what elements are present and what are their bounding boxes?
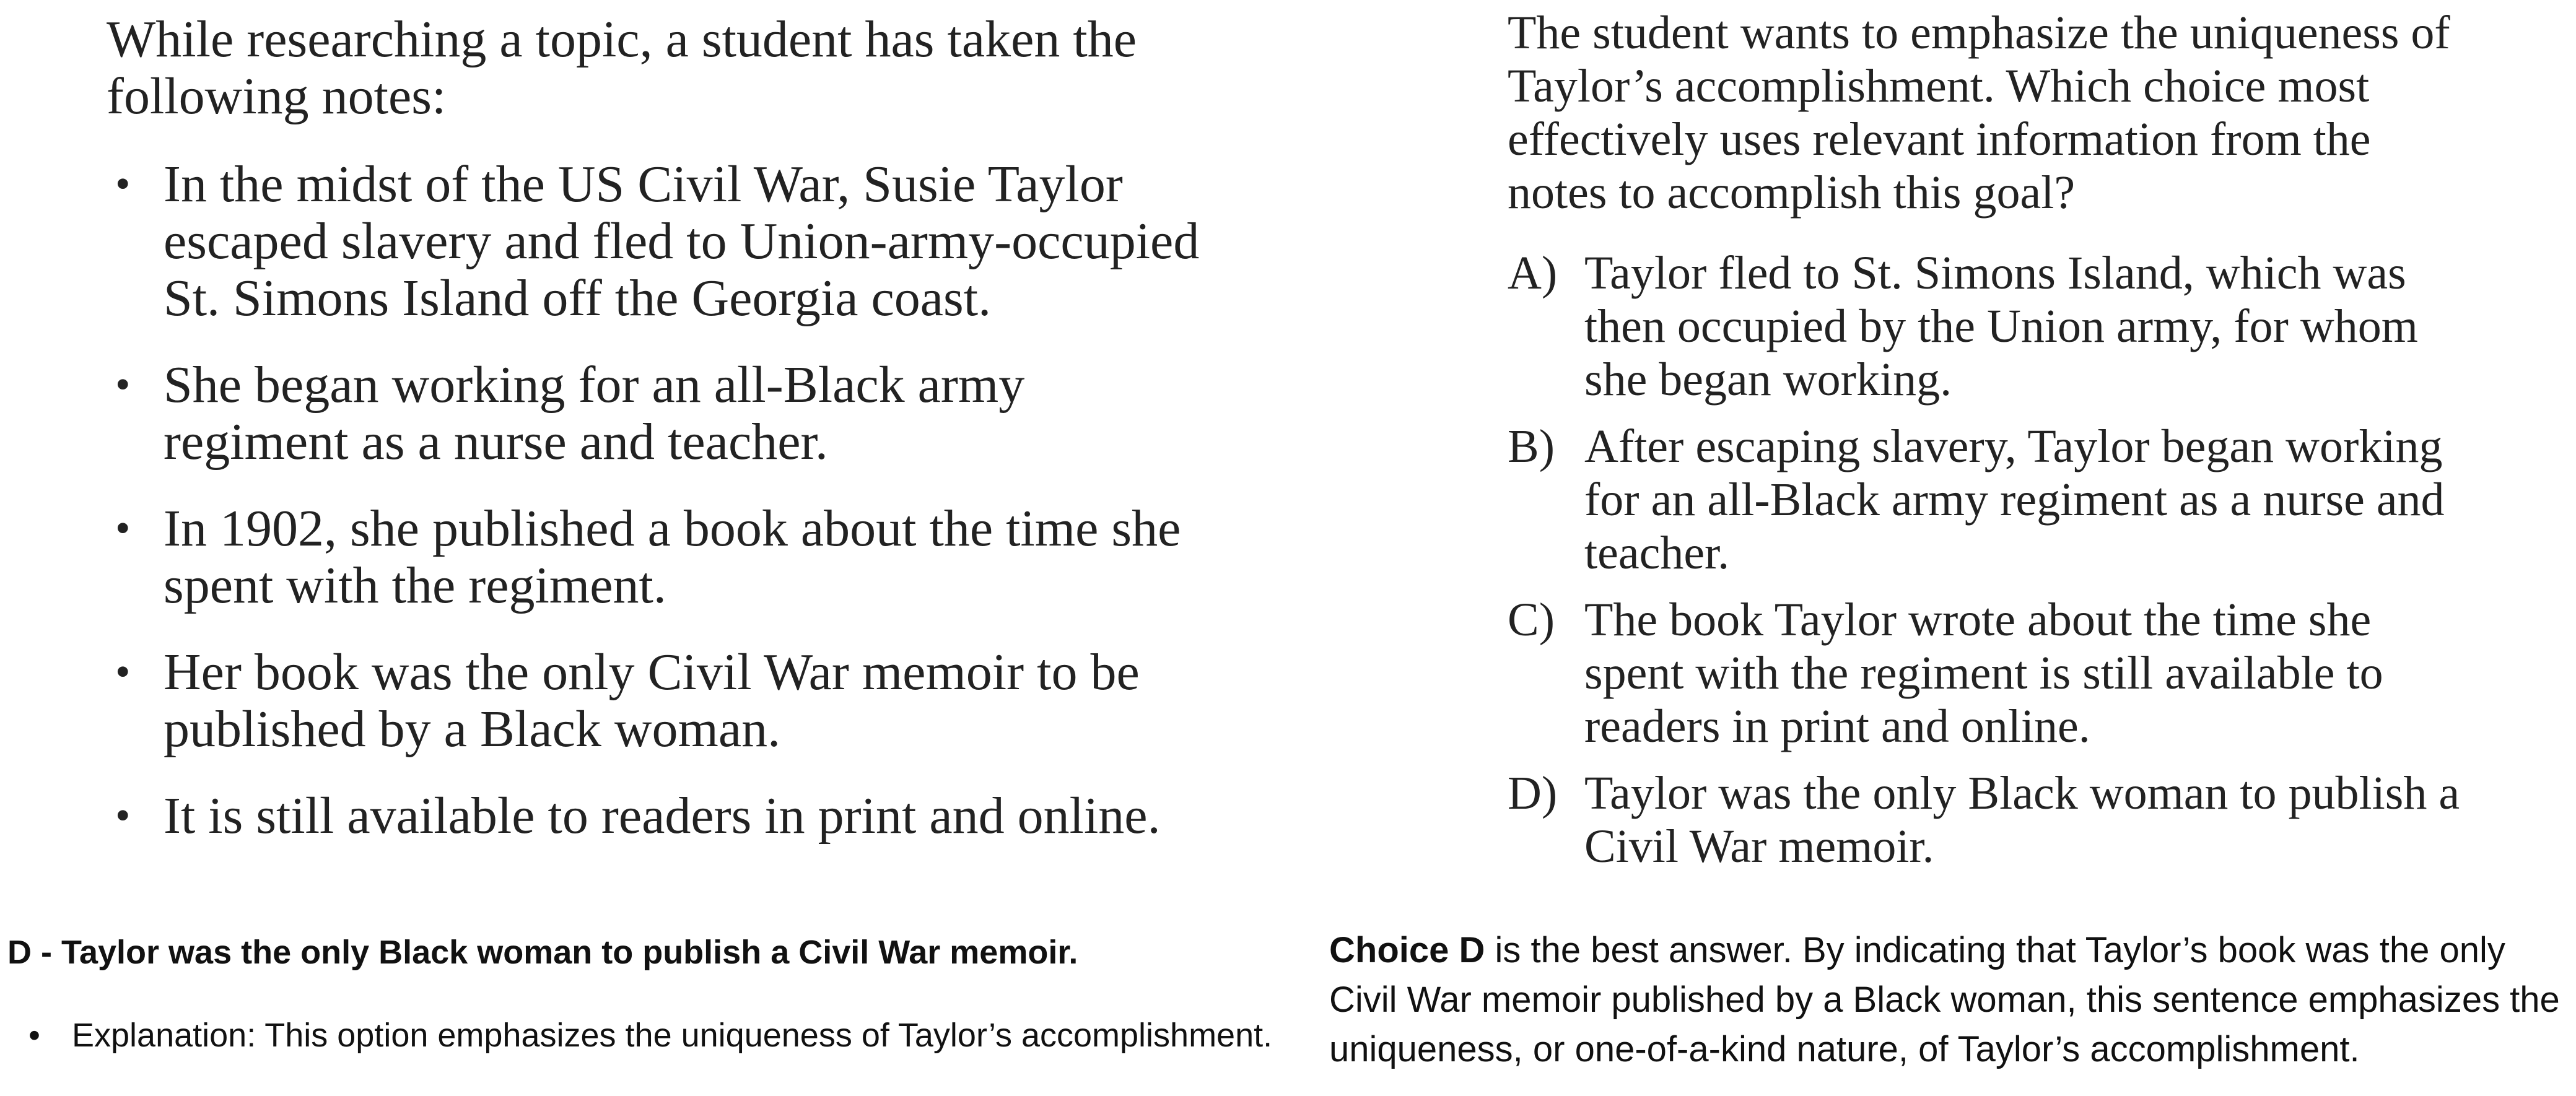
note-text: It is still available to readers in print and online. bbox=[164, 787, 1161, 845]
option-letter: D) bbox=[1508, 767, 1558, 819]
bullet-icon: • bbox=[28, 1017, 40, 1054]
notes-list bbox=[107, 156, 1221, 845]
answer-option-b[interactable] bbox=[1508, 420, 2474, 580]
option-letter: C) bbox=[1508, 594, 1555, 646]
option-text: The book Taylor wrote about the time she spent with the regiment is still available to readers in print and online. bbox=[1584, 594, 2383, 752]
answer-option-a[interactable] bbox=[1508, 246, 2474, 406]
notes-intro: While researching a topic, a student has taken the following notes: bbox=[107, 11, 1137, 125]
note-text: In the midst of the US Civil War, Susie Taylor escaped slavery and fled to Union-army-occupied St. Simons Island off the Georgia coast. bbox=[164, 155, 1200, 327]
notes-list-item bbox=[107, 644, 1221, 758]
answer-option-d[interactable] bbox=[1508, 767, 2474, 873]
option-letter: A) bbox=[1508, 247, 1558, 299]
explanation-lead: Choice D bbox=[1329, 930, 1485, 970]
notes-section bbox=[107, 11, 1221, 874]
option-text: After escaping slavery, Taylor began working for an all-Black army regiment as a nurse and teacher. bbox=[1584, 420, 2445, 579]
explanation-body: is the best answer. By indicating that Taylor’s book was the only Civil War memoir published by a Black woman, this sentence emphasizes the uniqueness, or one-of-a-kind nature, of Taylor’s accomplishment. bbox=[1329, 930, 2560, 1069]
notes-list-item bbox=[107, 156, 1221, 327]
note-text: Her book was the only Civil War memoir to be published by a Black woman. bbox=[164, 643, 1140, 758]
selected-answer: D - Taylor was the only Black woman to publish a Civil War memoir. bbox=[7, 934, 1078, 971]
note-text: In 1902, she published a book about the time she spent with the regiment. bbox=[164, 500, 1181, 614]
question-section bbox=[1508, 6, 2474, 887]
option-letter: B) bbox=[1508, 420, 1555, 472]
bullet-icon: • bbox=[115, 505, 131, 552]
notes-list-item bbox=[107, 788, 1221, 845]
answer-note-section bbox=[7, 929, 1277, 1059]
bullet-icon: • bbox=[115, 648, 131, 696]
answer-option-c[interactable] bbox=[1508, 593, 2474, 753]
answer-explanation-text: Explanation: This option emphasizes the uniqueness of Taylor’s accomplishment. bbox=[72, 1017, 1273, 1054]
answer-note-list bbox=[7, 1012, 1277, 1059]
notes-list-item bbox=[107, 500, 1221, 614]
option-text: Taylor was the only Black woman to publish a Civil War memoir. bbox=[1584, 767, 2460, 872]
bullet-icon: • bbox=[115, 361, 131, 409]
answer-note-list-item bbox=[7, 1012, 1277, 1059]
note-text: She began working for an all-Black army regiment as a nurse and teacher. bbox=[164, 356, 1025, 471]
option-text: Taylor fled to St. Simons Island, which was then occupied by the Union army, for whom she began working. bbox=[1584, 247, 2418, 406]
notes-list-item bbox=[107, 357, 1221, 471]
bullet-icon: • bbox=[115, 792, 131, 840]
bullet-icon: • bbox=[115, 160, 131, 208]
official-explanation bbox=[1329, 926, 2571, 1074]
answer-options bbox=[1508, 246, 2474, 873]
question-stem: The student wants to emphasize the uniqueness of Taylor’s accomplishment. Which choice most effectively uses relevant information from the notes to accomplish this goal? bbox=[1508, 7, 2450, 219]
